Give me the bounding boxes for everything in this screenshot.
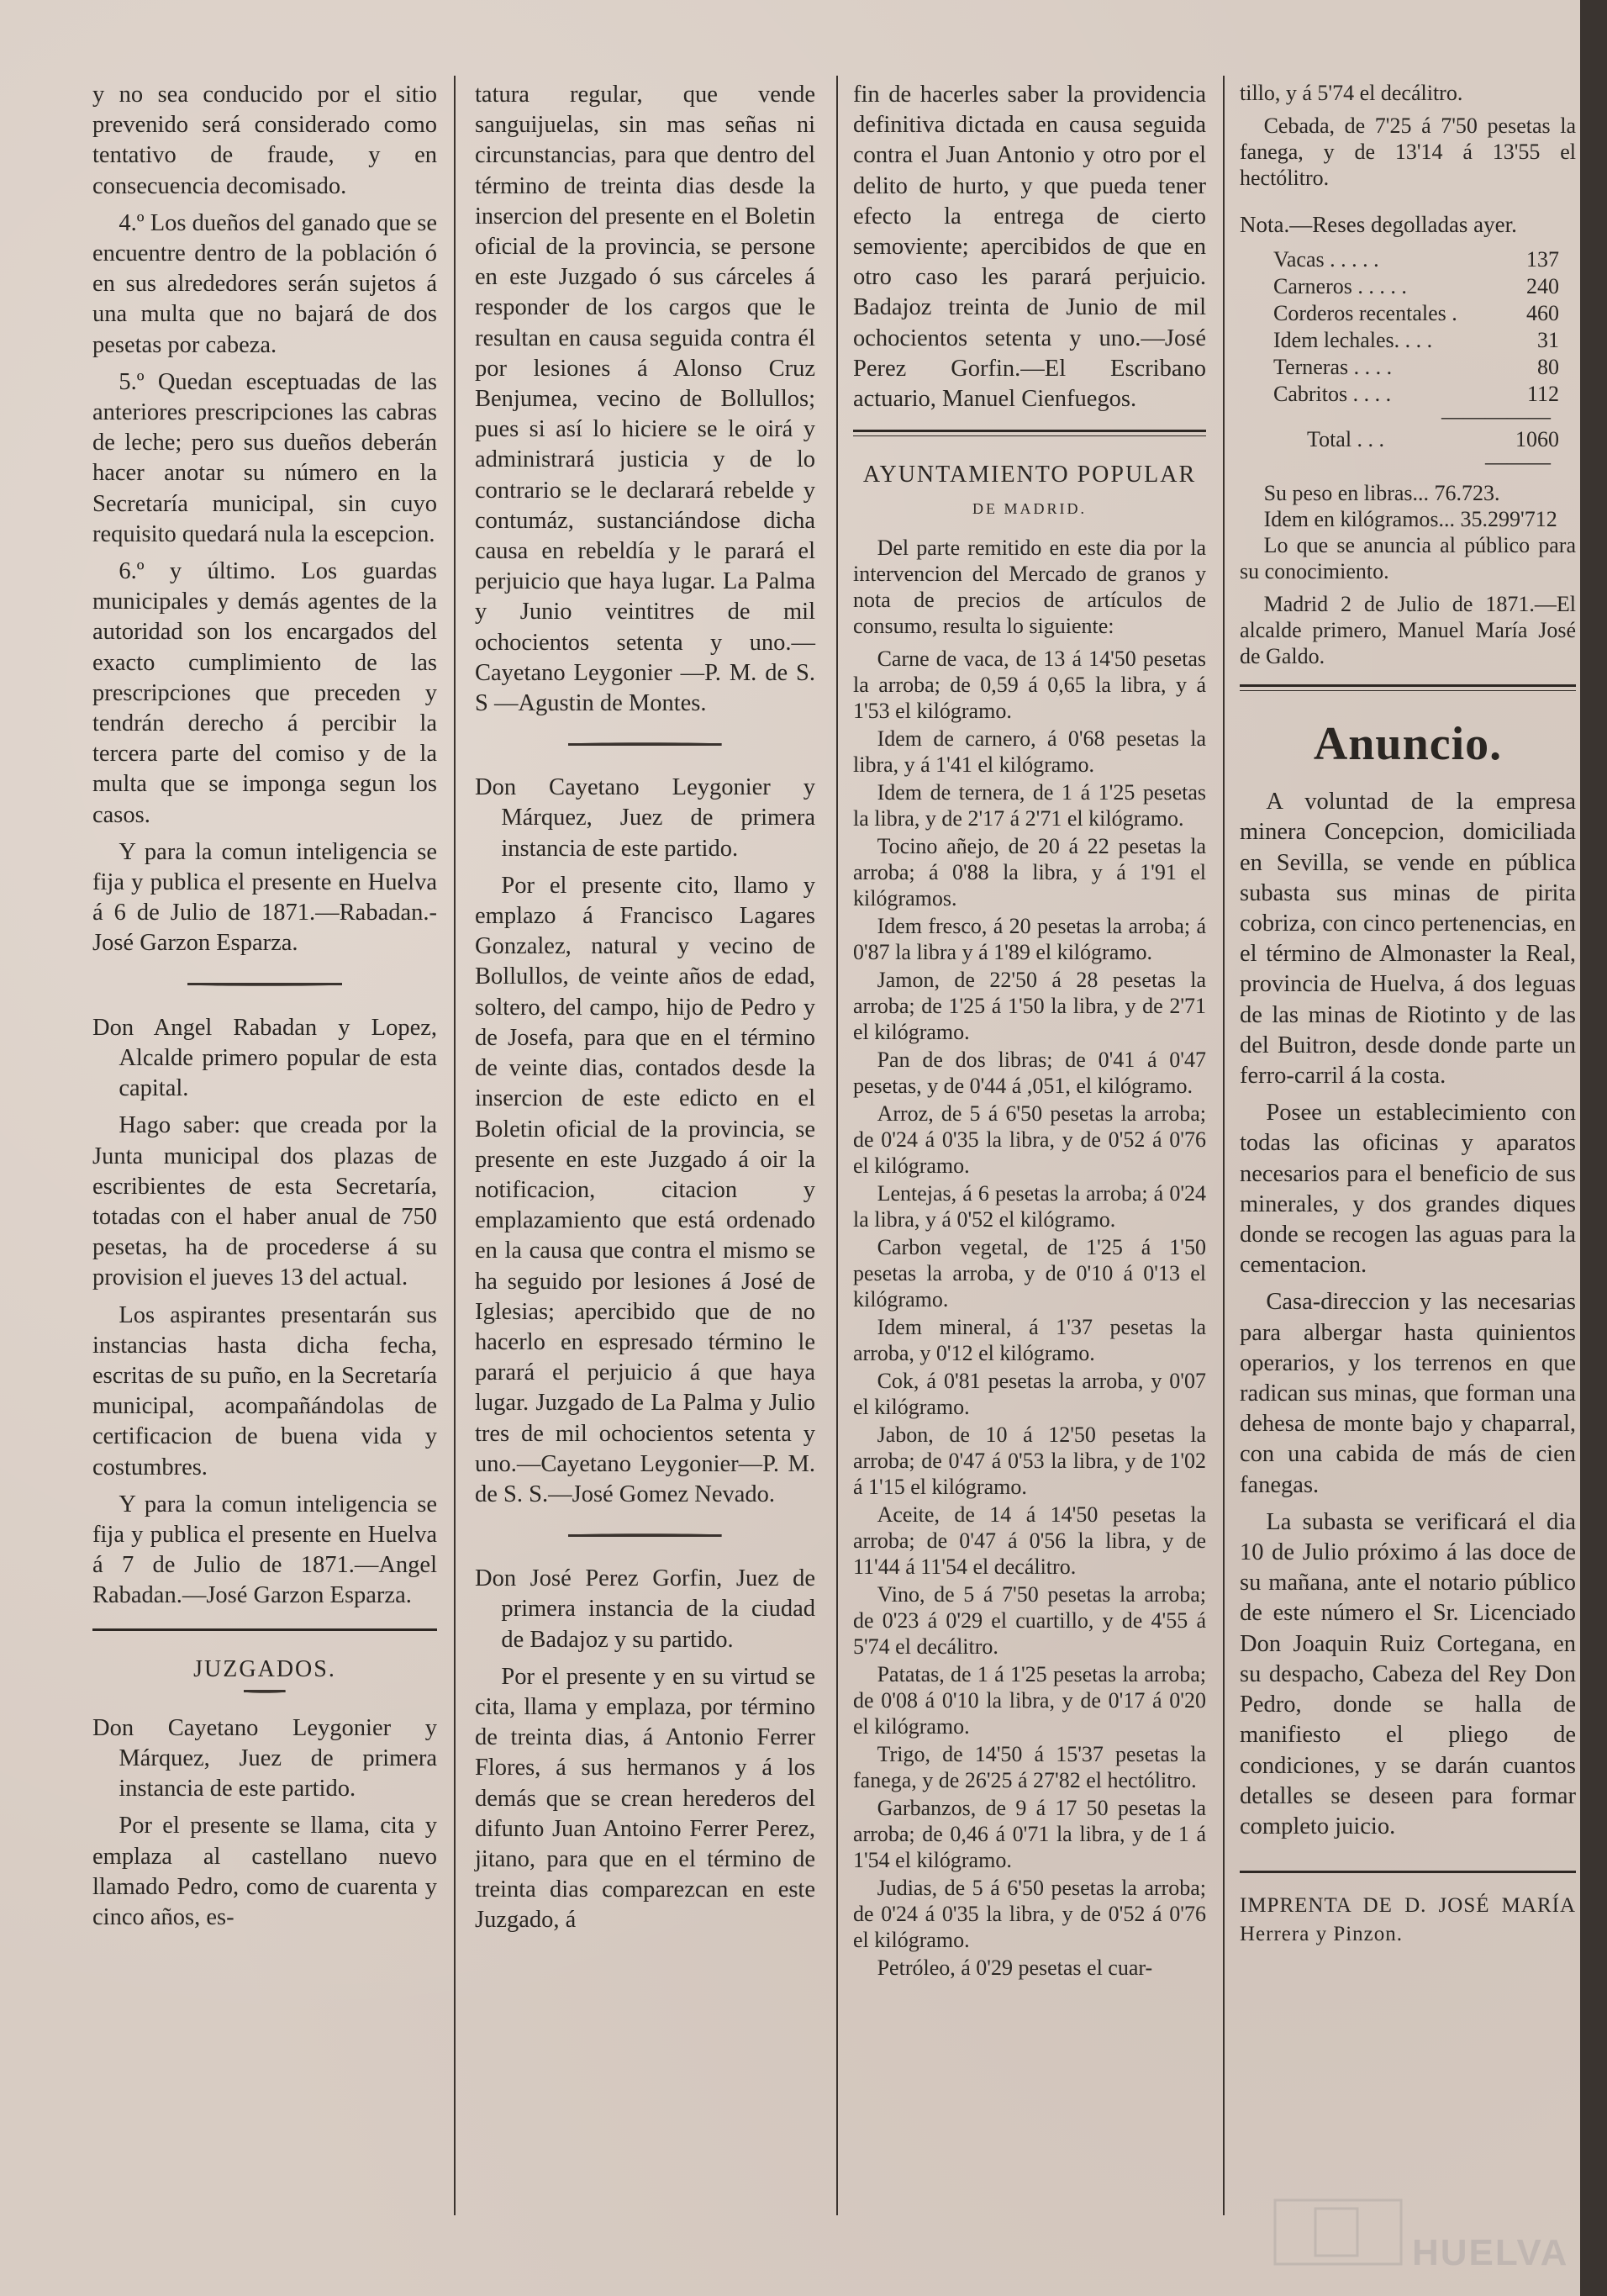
paragraph: Hago saber: que creada por la Junta municipal dos plazas de escribientes de esta Secretaría, totadas con el haber anual de 750 pesetas, ha de procederse á su provision el jueves 13 del actual. (92, 1112, 437, 1291)
small-divider (244, 1688, 285, 1695)
paragraph: Idem en kilógramos... 35.299'712 (1263, 507, 1557, 532)
nota-value: 31 (1537, 328, 1559, 353)
paragraph: Casa-direccion y las necesarias para albergar hasta quinientos operarios, y los terrenos en que radican sus minas, que forman una dehesa de monte bajo y chaparral, con una cabida de más de cien fanegas. (1240, 1289, 1576, 1498)
nota-value: 80 (1537, 355, 1559, 380)
paragraph: Los aspirantes presentarán sus instancias hasta dicha fecha, escritas de su puño, en la Secretaría municipal, acompañándolas de certificacion de buena vida y costumbres. (92, 1301, 437, 1481)
price-item: Carbon vegetal, de 1'25 á 1'50 pesetas la arroba, y de 0'10 á 0'13 el kilógramo. (853, 1234, 1206, 1312)
section-title: AYUNTAMIENTO POPULAR (862, 462, 1197, 488)
price-item: Patatas, de 1 á 1'25 pesetas la arroba; de 0'08 á 0'10 la libra, y de 0'17 á 0'20 el kilógramo. (853, 1661, 1206, 1739)
price-item: Trigo, de 14'50 á 15'37 pesetas la fanega, y de 26'25 á 27'82 el hectólitro. (853, 1741, 1206, 1792)
price-item: Carne de vaca, de 13 á 14'50 pesetas la arroba; de 0,59 á 0,65 la libra, y á 1'53 el kilógramo. (853, 646, 1206, 723)
paragraph: fin de hacerles saber la providencia definitiva dictada en causa seguida contra el Juan Antonio y otro por el delito de hurto, y que pueda tener efecto la entrega de cierto semoviente; apercibidos de que en otro caso les parará perjuicio. Badajoz treinta de Junio de mil ochocientos setenta y uno.—José Perez Gorfin.—El Escribano actuario, Manuel Cienfuegos. (853, 82, 1206, 413)
nota-label: Terneras . . . . (1273, 355, 1393, 380)
paragraph: Posee un establecimiento con todas las oficinas y aparatos necesarios para el beneficio de sus minerales, y dos grandes diques donde se recogen las aguas para la cementacion. (1240, 1100, 1576, 1279)
price-item: Petróleo, á 0'29 pesetas el cuar- (877, 1955, 1153, 1980)
nota-row (1240, 300, 1576, 327)
notice-heading: Don Cayetano Leygonier y Márquez, Juez de primera instancia de este partido. (475, 774, 815, 862)
section-rule (853, 430, 1206, 436)
paragraph: y no sea conducido por el sitio prevenido será considerado como tentativo de fraude, y en consecuencia decomisado. (92, 82, 437, 199)
nota-row (1240, 354, 1576, 381)
paragraph: Por el presente se llama, cita y emplaza al castellano nuevo llamado Pedro, como de cuarenta y cinco años, es- (92, 1813, 437, 1930)
price-item: Idem mineral, á 1'37 pesetas la arroba, y 0'12 el kilógramo. (853, 1314, 1206, 1365)
nota-label: Corderos recentales . (1273, 301, 1457, 326)
paragraph: tatura regular, que vende sanguijuelas, sin mas señas ni circunstancias, para que dentro del término de treinta dias desde la insercion del presente en el Boletin oficial de la provincia, se persone en este Juzgado ó sus cárceles á responder de los cargos que le resultan en causa seguida contra él por lesiones á Alonso Cruz Benjumea, vecino de Bollullos; pues si así lo hiciere se le oirá y administrará justicia y de lo contrario se le declarará rebelde y contumáz, sustanciándose dicha causa en rebeldía y le parará el perjuicio que haya lugar. La Palma y Junio veintitres de mil ochocientos setenta y uno.—Cayetano Leygonier —P. M. de S. S —Agustin de Montes. (475, 82, 815, 717)
section-rule (1240, 1871, 1576, 1873)
paragraph: 5.º Quedan esceptuadas de las anteriores prescripciones las cabras de leche; pero sus dueños deberán hacer anotar su número en la Secretaría municipal, sin cuyo requisito quedará nula la escepcion. (92, 368, 437, 547)
price-item: Idem fresco, á 20 pesetas la arroba; á 0'87 la libra y á 1'89 el kilógramo. (853, 913, 1206, 964)
anuncio-title: Anuncio. (1313, 718, 1503, 771)
notice-heading: Don Angel Rabadan y Lopez, Alcalde primero popular de esta capital. (92, 1014, 437, 1102)
nota-label: Idem lechales. . . . (1273, 328, 1433, 353)
dash-rule: ——— (1485, 450, 1551, 475)
price-item: Cok, á 0'81 pesetas la arroba, y 0'07 el kilógramo. (853, 1368, 1206, 1419)
imprenta-footer: IMPRENTA DE D. JOSÉ MARÍA Herrera y Pinzon. (1240, 1894, 1576, 1946)
column-rule (1223, 76, 1225, 2215)
paragraph: Madrid 2 de Julio de 1871.—El alcalde primero, Manuel María José de Galdo. (1240, 592, 1576, 669)
nota-value: 460 (1526, 301, 1559, 326)
price-item: Tocino añejo, de 20 á 22 pesetas la arroba; á 0'88 la libra, y á 1'91 el kilógramos. (853, 833, 1206, 910)
price-item: Jabon, de 10 á 12'50 pesetas la arroba; de 0'47 á 0'53 la libra, y de 1'02 á 1'15 el kilógramo. (853, 1422, 1206, 1499)
ornament-divider (568, 741, 721, 747)
nota-value: 137 (1526, 247, 1559, 272)
price-item: Aceite, de 14 á 14'50 pesetas la arroba; de 0'47 á 0'56 la libra, y de 11'44 á 11'54 el decálitro. (853, 1502, 1206, 1579)
paragraph: Y para la comun inteligencia se fija y publica el presente en Huelva á 7 de Julio de 1871.—Angel Rabadan.—José Garzon Esparza. (92, 1491, 437, 1609)
nota-row (1240, 327, 1576, 354)
price-item: Idem de carnero, á 0'68 pesetas la libra, y á 1'41 el kilógramo. (853, 726, 1206, 777)
column-rule (454, 76, 456, 2215)
notice-heading: Don José Perez Gorfin, Juez de primera instancia de la ciudad de Badajoz y su partido. (475, 1565, 815, 1653)
price-item: Jamon, de 22'50 á 28 pesetas la arroba; de 1'25 á 1'50 la libra, y de 2'71 el kilógramo. (853, 967, 1206, 1044)
nota-value: 240 (1526, 274, 1559, 299)
paragraph: 6.º y último. Los guardas municipales y demás agentes de la autoridad son los encargados del exacto cumplimiento de las prescripciones que preceden y tendrán derecho á percibir la tercera parte del comiso y de la multa que se imponga segun los casos. (92, 558, 437, 828)
column-3 (853, 80, 1206, 1982)
nota-label: Cabritos . . . . (1273, 382, 1392, 407)
nota-value: 112 (1526, 382, 1559, 407)
nota-row (1240, 246, 1576, 273)
column-2 (475, 80, 815, 1943)
paragraph: Su peso en libras... 76.723. (1263, 481, 1500, 506)
nota-table (1240, 246, 1576, 408)
paragraph: Por el presente cito, llamo y emplazo á Francisco Lagares Gonzalez, natural y vecino de Bollullos, de veinte años de edad, soltero, del campo, hijo de Pedro y de Josefa, para que en el término de veinte dias, contados desde la insercion de este edicto en el Boletin oficial de la provincia, se presente en este Juzgado á oir la notificacion, citacion y emplazamiento que está ordenado en la causa que contra el mismo se ha seguido por lesiones á José de Iglesias; apercibido que de no hacerlo en espresado término le parará el perjuicio á que haya lugar. Juzgado de La Palma y Julio tres de mil ochocientos setenta y uno.—Cayetano Leygonier—P. M. de S. S.—José Gomez Nevado. (475, 872, 815, 1507)
price-item: Pan de dos libras; de 0'41 á 0'47 pesetas, y de 0'44 á ,051, el kilógramo. (853, 1047, 1206, 1098)
paragraph: Cebada, de 7'25 á 7'50 pesetas la fanega, y de 13'14 á 13'55 el hectólitro. (1240, 113, 1576, 190)
nota-label: Vacas . . . . . (1273, 247, 1379, 272)
price-item: Judias, de 5 á 6'50 pesetas la arroba; de 0'24 á 0'35 la libra, y de 0'52 á 0'76 el kilógramo. (853, 1875, 1206, 1952)
section-title: JUZGADOS. (193, 1655, 336, 1682)
paragraph: A voluntad de la empresa minera Concepcion, domiciliada en Sevilla, se vende en pública subasta sus minas de pirita cobriza, con cinco pertenencias, en el término de Almonaster la Real, provincia de Huelva, á dos leguas de las minas de Riotinto y de las del Buitron, desde donde parte un ferro-carril á la costa. (1240, 789, 1576, 1090)
price-item: Garbanzos, de 9 á 17 50 pesetas la arroba; de 0,46 á 0'71 la libra, y de 1 á 1'54 el kilógramo. (853, 1795, 1206, 1872)
nota-title: Nota.—Reses degolladas ayer. (1240, 212, 1517, 237)
price-item: Lentejas, á 6 pesetas la arroba; á 0'24 la libra, y á 0'52 el kilógramo. (853, 1180, 1206, 1232)
watermark-text: HUELVA (1412, 2232, 1569, 2273)
page-edge-shadow (1580, 0, 1607, 2296)
nota-total-label: Total . . . (1307, 427, 1385, 452)
dash-rule: ————— (1441, 404, 1551, 430)
section-rule (92, 1628, 437, 1631)
price-item: Arroz, de 5 á 6'50 pesetas la arroba; de 0'24 á 0'35 la libra, y de 0'52 á 0'76 el kilógramo. (853, 1100, 1206, 1178)
notice-heading: Don Cayetano Leygonier y Márquez, Juez de primera instancia de este partido. (92, 1714, 437, 1802)
section-subtitle: DE MADRID. (972, 500, 1087, 518)
nota-total-value: 1060 (1515, 427, 1559, 452)
paragraph: Y para la comun inteligencia se fija y publica el presente en Huelva á 6 de Julio de 1871.—Rabadan.-José Garzon Esparza. (92, 838, 437, 957)
paragraph: Por el presente y en su virtud se cita, llama y emplaza, por término de treinta dias, á Antonio Ferrer Flores, á sus hermanos y á los demás que se crean herederos del difunto Juan Antoino Ferrer Perez, jitano, para que en el término de treinta dias comparezcan en este Juzgado, á (475, 1663, 815, 1934)
price-item: Idem de ternera, de 1 á 1'25 pesetas la libra, y de 2'17 á 2'71 el kilógramo. (853, 779, 1206, 831)
nota-row (1240, 273, 1576, 300)
ornament-divider (568, 1532, 721, 1539)
nota-label: Carneros . . . . . (1273, 274, 1407, 299)
column-1 (92, 80, 437, 1940)
paragraph: tillo, y á 5'74 el decálitro. (1240, 81, 1463, 105)
paragraph: La subasta se verificará el dia 10 de Julio próximo á las doce de su mañana, ante el notario público de este número el Sr. Licenciado Don Joaquin Ruiz Cortegana, en su despacho, Cabeza del Rey Don Pedro, donde se halla de manifiesto el pliego de condiciones, y se darán cuantos detalles se deseen para formar completo juicio. (1240, 1508, 1576, 1839)
paragraph: Del parte remitido en este dia por la intervencion del Mercado de granos y nota de precios de artículos de consumo, resulta lo siguiente: (853, 535, 1206, 638)
paragraph: Lo que se anuncia al público para su conocimiento. (1240, 533, 1576, 584)
column-rule (836, 76, 838, 2215)
column-4 (1240, 80, 1576, 1956)
price-list (853, 646, 1206, 1981)
paragraph: 4.º Los dueños del ganado que se encuentre dentro de la población ó en sus alrededores serán sujetos á una multa que no bajará de dos pesetas por cabeza. (92, 209, 437, 358)
price-item: Vino, de 5 á 7'50 pesetas la arroba; de 0'23 á 0'29 el cuartillo, y de 4'55 á 5'74 el decálitro. (853, 1581, 1206, 1659)
ornament-divider (187, 981, 343, 988)
section-rule (1240, 684, 1576, 691)
